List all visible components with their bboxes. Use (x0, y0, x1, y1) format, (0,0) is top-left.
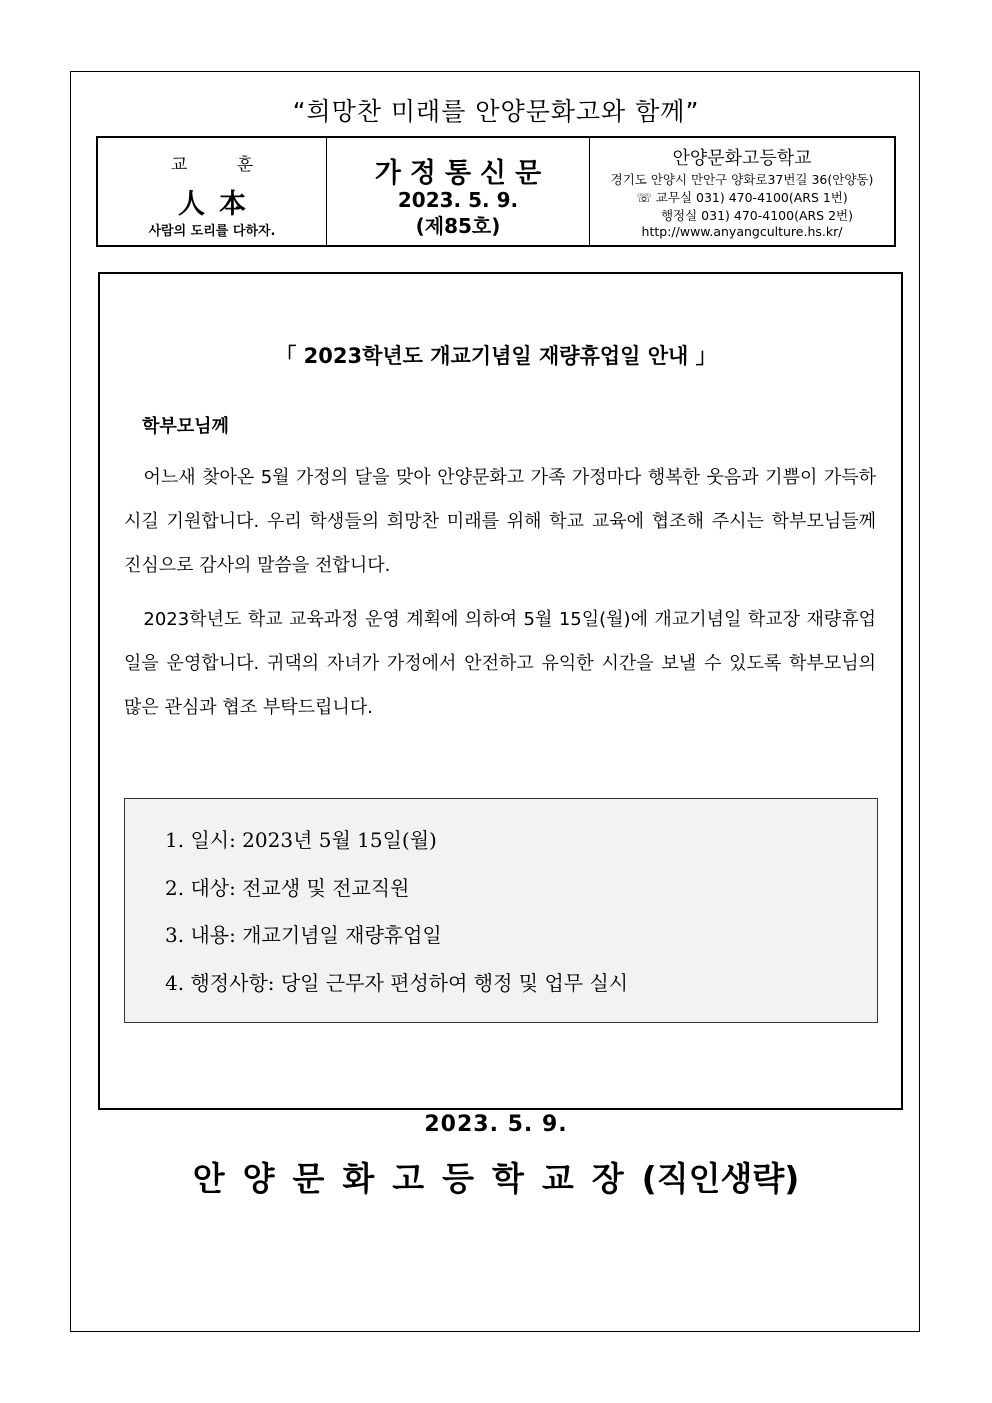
detail-item-content: 3. 내용: 개교기념일 재량휴업일 (165, 923, 442, 947)
motto-cell (98, 138, 327, 245)
school-address: 경기도 안양시 만안구 양화로37번길 36(안양동) (610, 172, 874, 187)
motto: 人本 (178, 189, 260, 220)
issue-date: 2023. 5. 9. (397, 188, 519, 212)
detail-item-admin: 4. 행정사항: 당일 근무자 편성하여 행정 및 업무 실시 (165, 971, 629, 995)
school-info-cell (590, 138, 894, 245)
greeting: 학부모님께 (142, 416, 229, 437)
school-name: 안양문화고등학교 (672, 148, 812, 169)
motto-description: 사람의 도리를 다하자. (148, 224, 276, 239)
school-website[interactable]: http://www.anyangculture.hs.kr/ (641, 224, 843, 239)
signature-note: (직인생략) (641, 1159, 800, 1198)
paragraph-2 (124, 598, 876, 730)
issue-number: (제85호) (415, 214, 501, 238)
notice-title: 「 2023학년도 개교기념일 재량휴업일 안내 」 (275, 344, 717, 368)
footer-date: 2023. 5. 9. (424, 1112, 568, 1137)
details-box (124, 798, 878, 1023)
newsletter-title: 가정통신문 (374, 158, 551, 189)
phone-office: ☏ 교무실 031) 470-4100(ARS 1번) (636, 190, 848, 205)
paragraph-1 (124, 456, 876, 588)
detail-item-date: 1. 일시: 2023년 5월 15일(월) (165, 828, 437, 852)
paragraph-1-text: 어느새 찾아온 5월 가정의 달을 맞아 안양문화고 가족 가정마다 행복한 웃음과 기쁨이 가득하시길 기원합니다. 우리 학생들의 희망찬 미래를 위해 학교 교육에 협조해 주시는 학부모님들께 진심으로 감사의 말씀을 전합니다. (124, 467, 876, 576)
signature-name: 안양문화고등학교장 (192, 1159, 642, 1198)
detail-item-target: 2. 대상: 전교생 및 전교직원 (165, 876, 410, 900)
header-table (96, 136, 896, 247)
newsletter-cell (327, 138, 590, 245)
paragraph-2-text: 2023학년도 학교 교육과정 운영 계획에 의하여 5월 15일(월)에 개교기념일 학교장 재량휴업일을 운영합니다. 귀댁의 자녀가 가정에서 안전하고 유익한 시간을 보낼 수 있도록 학부모님의 많은 관심과 협조 부탁드립니다. (124, 609, 876, 718)
phone-admin: 행정실 031) 470-4100(ARS 2번) (660, 208, 853, 223)
slogan: “희망찬 미래를 안양문화고와 함께” (292, 97, 700, 126)
signature (0, 1153, 992, 1200)
motto-label: 교 훈 (170, 155, 276, 175)
